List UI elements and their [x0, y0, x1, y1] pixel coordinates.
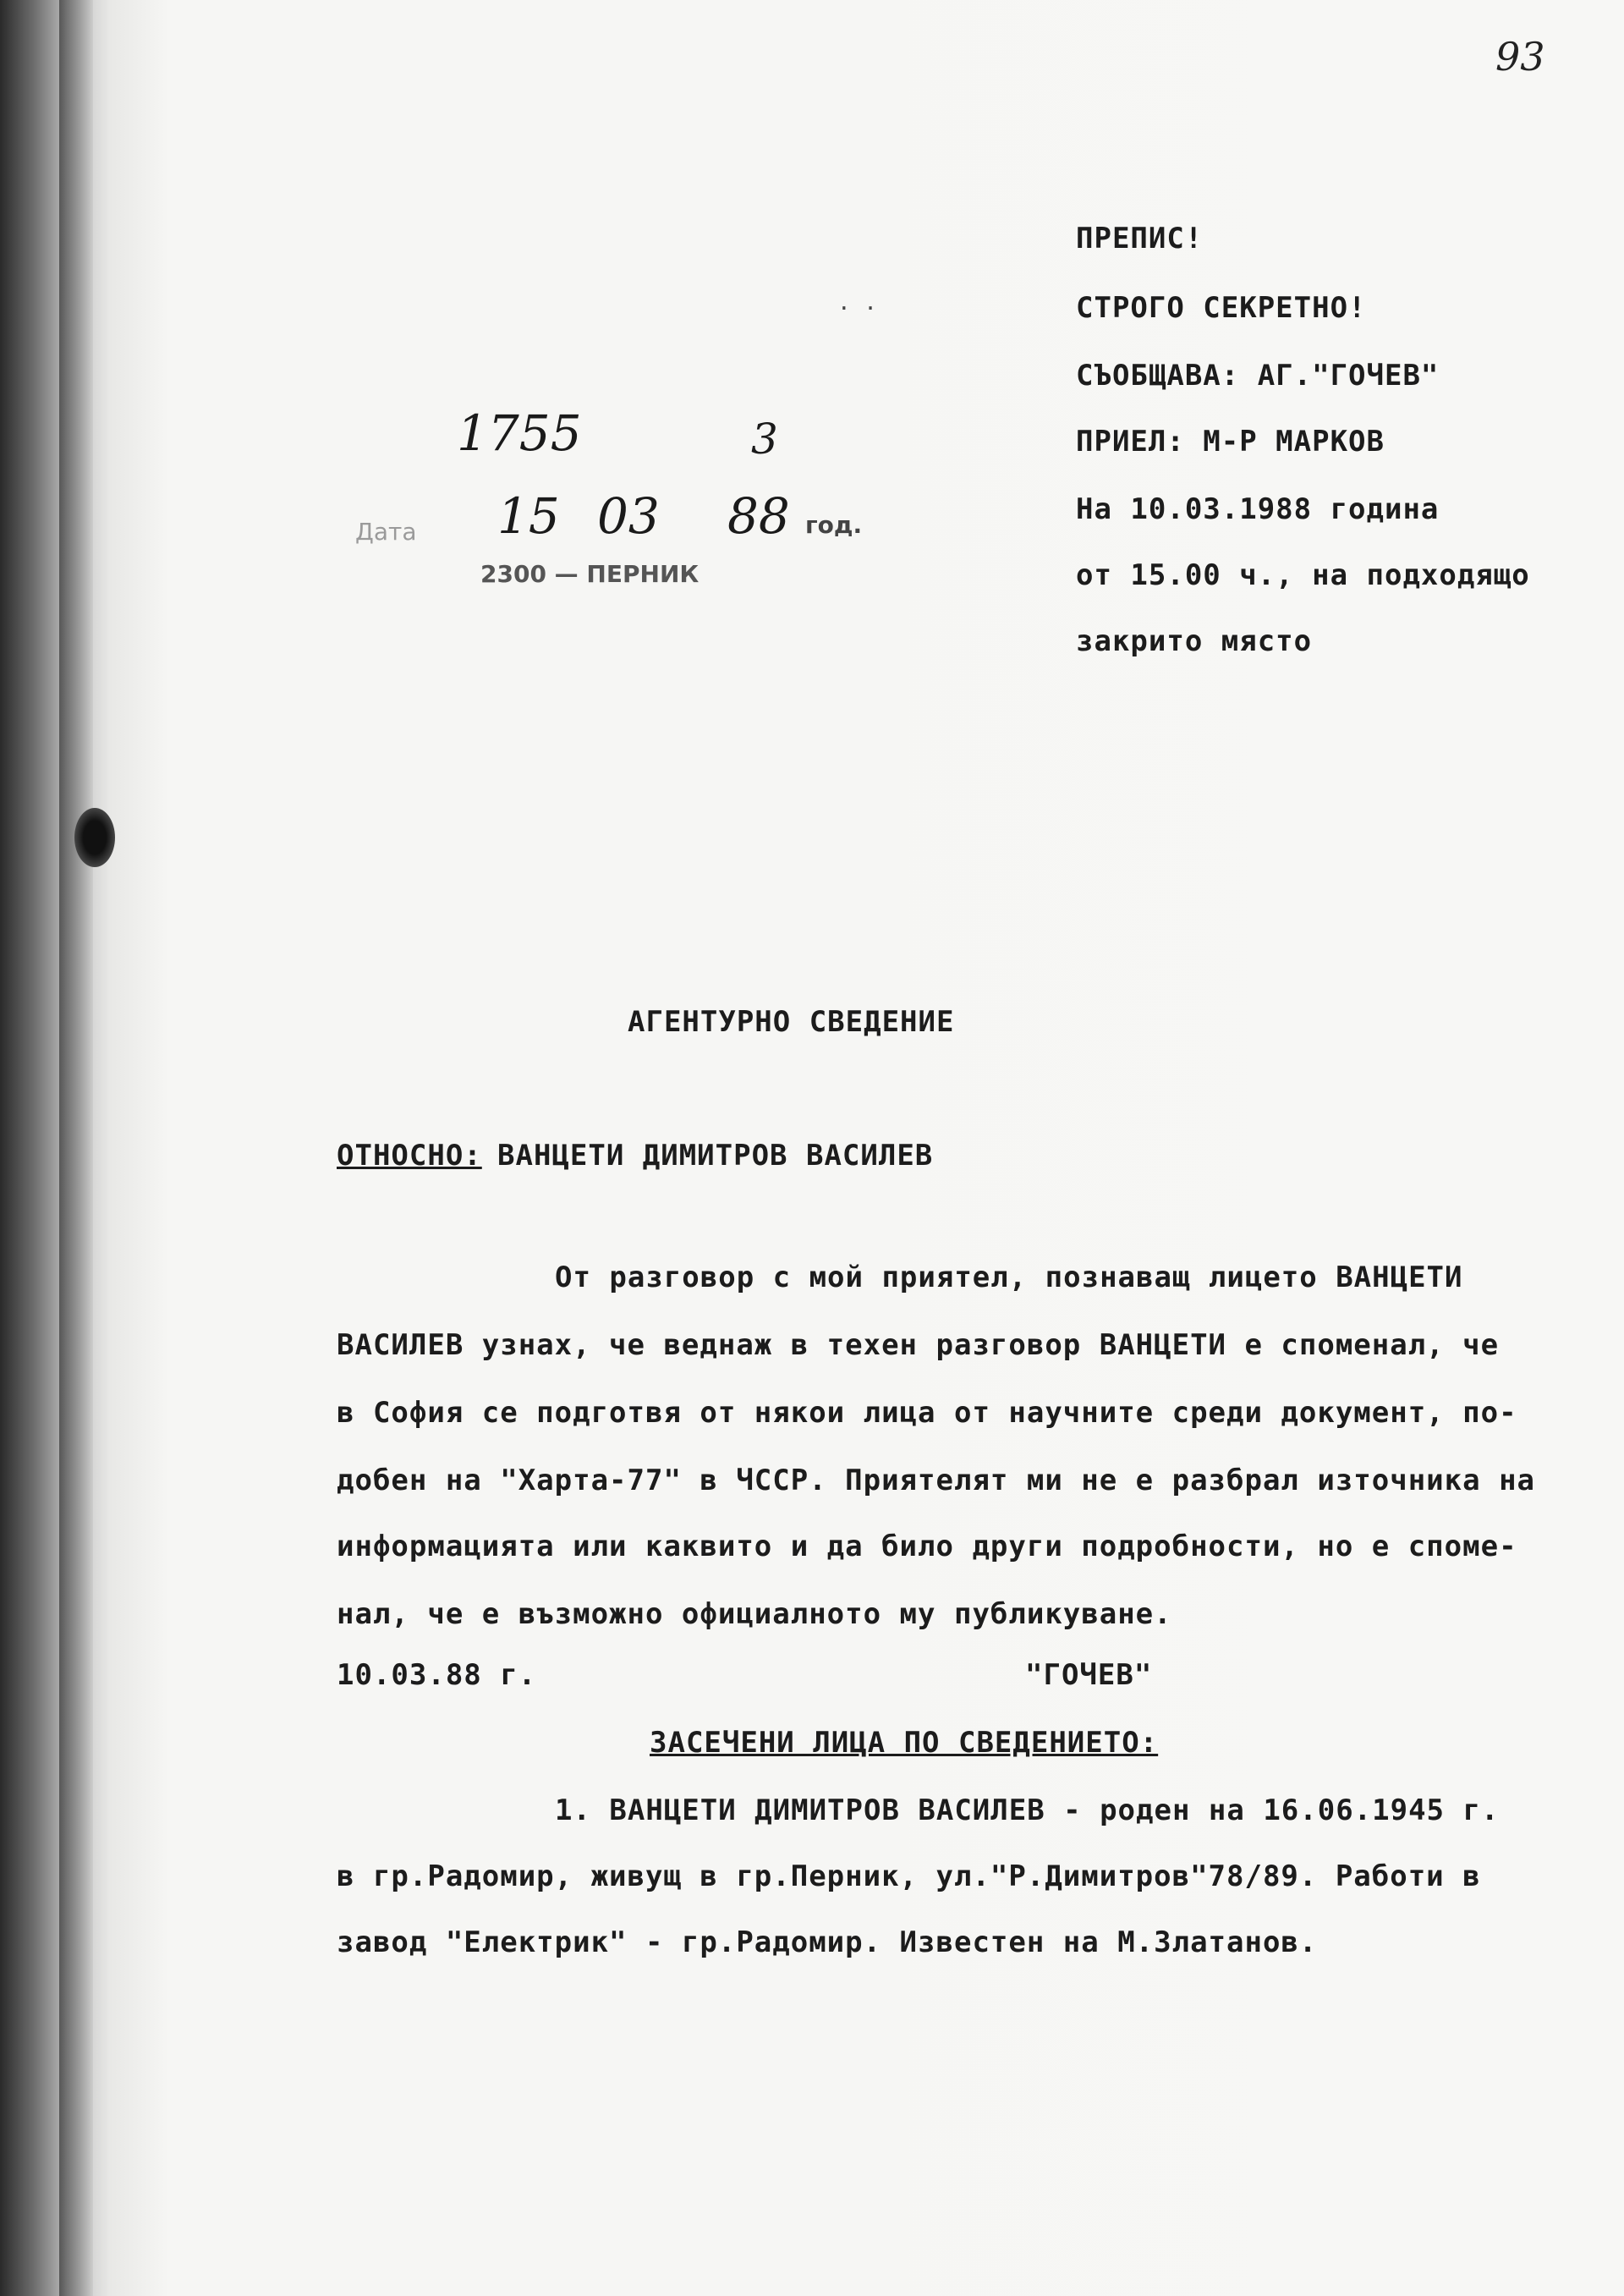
stamp-year-suffix: год.: [805, 511, 863, 539]
header-time: от 15.00 ч., на подходящо: [1076, 558, 1530, 592]
subject-label: ОТНОСНО:: [337, 1139, 482, 1173]
stamp-date-day: 15: [497, 487, 560, 545]
stamp-reg-number: 1755: [457, 404, 582, 462]
body-line: в София се подготвя от някои лица от научните среди документ, по-: [337, 1396, 1517, 1430]
person-line: в гр.Радомир, живущ в гр.Перник, ул."Р.Димитров"78/89. Работи в: [337, 1859, 1481, 1893]
header-copy-label: ПРЕПИС!: [1076, 222, 1204, 255]
stray-marks: · ·: [837, 296, 877, 321]
person-line: 1. ВАНЦЕТИ ДИМИТРОВ ВАСИЛЕВ - роден на 16.06.1945 г.: [555, 1793, 1500, 1827]
punch-hole: [74, 808, 115, 867]
person-line: завод "Електрик" - гр.Радомир. Известен на М.Златанов.: [337, 1925, 1318, 1959]
persons-heading: ЗАСЕЧЕНИ ЛИЦА ПО СВЕДЕНИЕТО:: [650, 1726, 1159, 1760]
stamp-date-year: 88: [727, 487, 790, 545]
binding-edge: [59, 0, 93, 2296]
sign-name: "ГОЧЕВ": [1025, 1658, 1153, 1692]
body-line: нал, че е възможно официалното му публикуване.: [337, 1597, 1172, 1631]
stamp-date-month: 03: [597, 487, 660, 545]
sign-date: 10.03.88 г.: [337, 1658, 537, 1692]
header-received-by: ПРИЕЛ: М-Р МАРКОВ: [1076, 425, 1385, 459]
document-title: АГЕНТУРНО СВЕДЕНИЕ: [628, 1005, 955, 1039]
stamp-date-label: Дата: [355, 518, 417, 546]
body-line: добен на "Харта-77" в ЧССР. Приятелят ми не е разбрал източника на: [337, 1464, 1536, 1497]
stamp-reg-sub: 3: [751, 415, 778, 464]
header-reporter: СЪОБЩАВА: АГ."ГОЧЕВ": [1076, 359, 1440, 393]
header-classification: СТРОГО СЕКРЕТНО!: [1076, 291, 1367, 325]
header-place: закрито място: [1076, 624, 1313, 658]
body-line: ВАСИЛЕВ узнах, че веднаж в техен разговор ВАНЦЕТИ е споменал, че: [337, 1328, 1500, 1362]
body-line: От разговор с мой приятел, познаващ лицето ВАНЦЕТИ: [555, 1261, 1463, 1294]
header-date: На 10.03.1988 година: [1076, 492, 1440, 526]
body-line: информацията или каквито и да било други подробности, но е споме-: [337, 1530, 1517, 1563]
stamp-postal: 2300 — ПЕРНИК: [480, 560, 700, 588]
page-number: 93: [1495, 34, 1545, 80]
subject-value: ВАНЦЕТИ ДИМИТРОВ ВАСИЛЕВ: [497, 1139, 934, 1173]
